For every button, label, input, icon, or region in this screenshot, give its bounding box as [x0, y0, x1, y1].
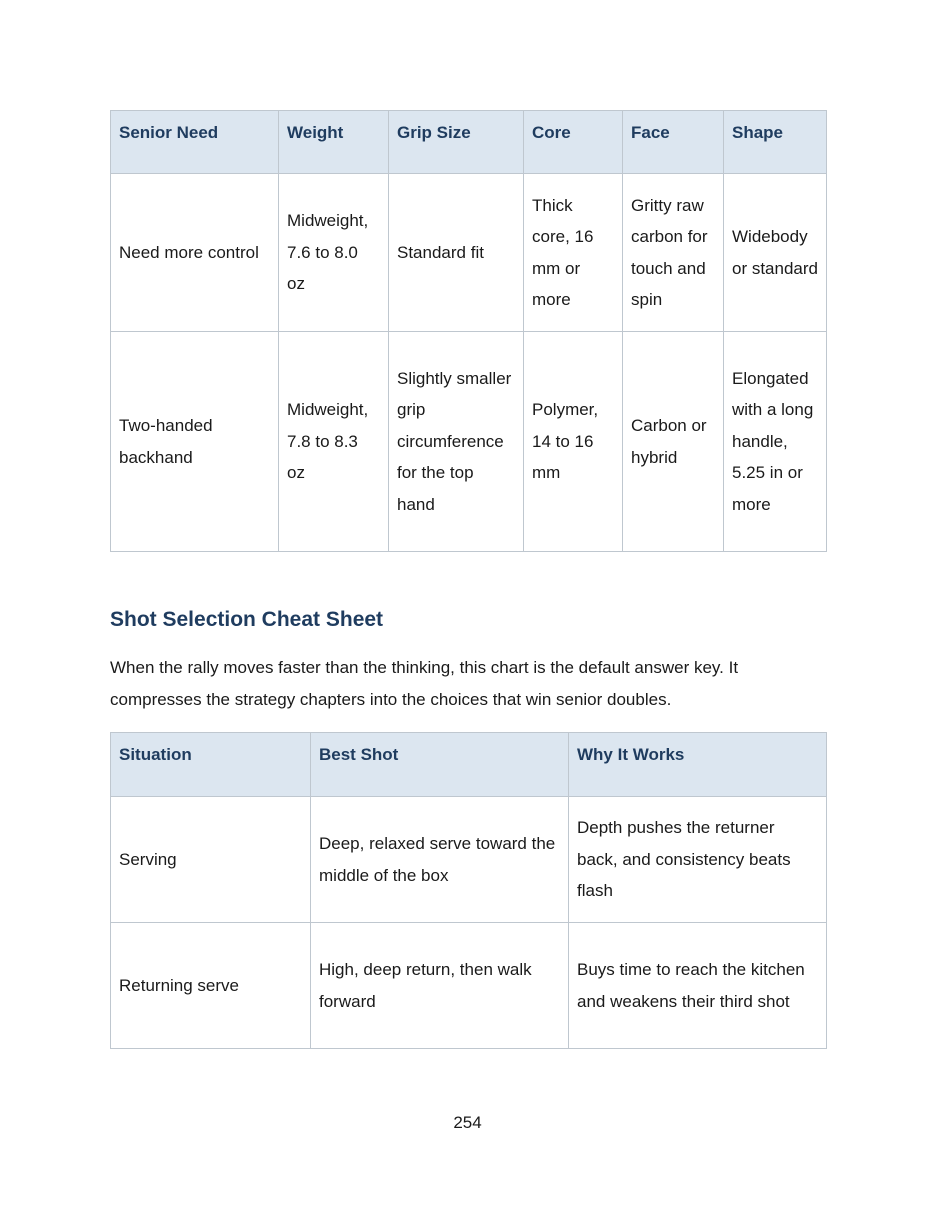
table-cell: Two-handed backhand: [111, 332, 279, 552]
intro-paragraph: When the rally moves faster than the thinking, this chart is the default answer key. It compresses the strategy chapters into the choices that win senior doubles.: [110, 658, 739, 709]
table-row: [111, 174, 827, 332]
table-cell: High, deep return, then walk forward: [311, 923, 569, 1049]
header-senior-need: Senior Need: [111, 111, 279, 174]
table-cell: Midweight, 7.8 to 8.3 oz: [279, 332, 389, 552]
table-cell: Returning serve: [111, 923, 311, 1049]
header-situation: Situation: [111, 733, 311, 797]
table-cell: Polymer, 14 to 16 mm: [524, 332, 623, 552]
table-header-row: [111, 111, 827, 174]
shot-selection-table: [110, 732, 827, 1049]
page-number: 254: [453, 1113, 482, 1132]
table-cell: Buys time to reach the kitchen and weakens their third shot: [569, 923, 827, 1049]
header-shape: Shape: [724, 111, 827, 174]
table-cell: Midweight, 7.6 to 8.0 oz: [279, 174, 389, 332]
header-why-it-works: Why It Works: [569, 733, 827, 797]
paddle-selection-table: [110, 110, 827, 552]
table-cell: Carbon or hybrid: [623, 332, 724, 552]
table-cell: Serving: [111, 797, 311, 923]
table-cell: Elongated with a long handle, 5.25 in or more: [724, 332, 827, 552]
table-cell: Widebody or standard: [724, 174, 827, 332]
table-row: [111, 797, 827, 923]
table-row: [111, 923, 827, 1049]
table-cell: Thick core, 16 mm or more: [524, 174, 623, 332]
header-best-shot: Best Shot: [311, 733, 569, 797]
section-heading: Shot Selection Cheat Sheet: [110, 608, 384, 631]
table-cell: Need more control: [111, 174, 279, 332]
table-header-row: [111, 733, 827, 797]
header-grip-size: Grip Size: [389, 111, 524, 174]
table-row: [111, 332, 827, 552]
table-cell: Deep, relaxed serve toward the middle of the box: [311, 797, 569, 923]
table-cell: Standard fit: [389, 174, 524, 332]
header-core: Core: [524, 111, 623, 174]
header-face: Face: [623, 111, 724, 174]
table-cell: Depth pushes the returner back, and consistency beats flash: [569, 797, 827, 923]
table-cell: Slightly smaller grip circumference for the top hand: [389, 332, 524, 552]
table-cell: Gritty raw carbon for touch and spin: [623, 174, 724, 332]
header-weight: Weight: [279, 111, 389, 174]
